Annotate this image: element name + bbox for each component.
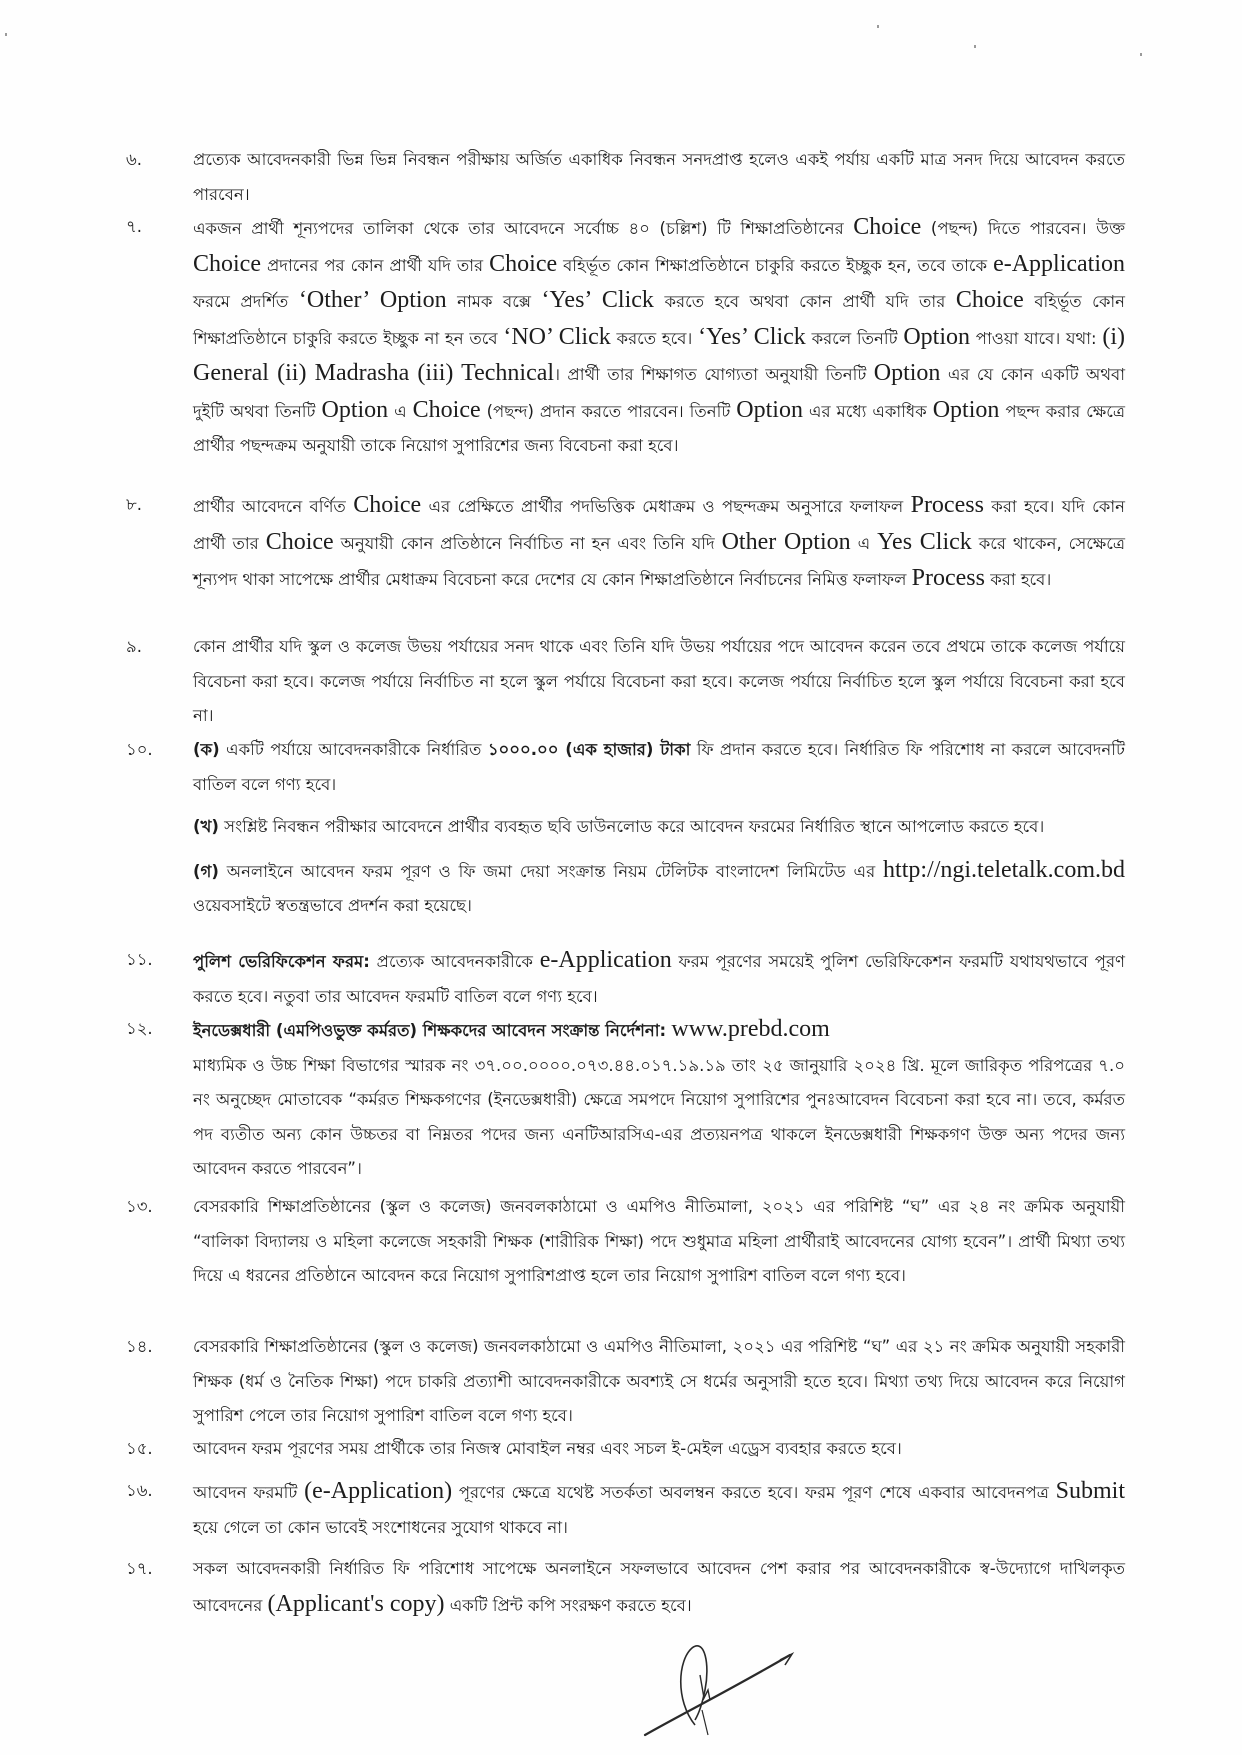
- text-run: ফরম পূরণের সময়েই পুলিশ ভেরিফিকেশন ফরমটি যথাযথভাবে পূরণ করতে হবে। নতুবা তার আবেদন ফরমটি বাতিল বলে গণ্য হবে।: [193, 952, 1126, 1006]
- english-term: (Applicant's copy): [267, 1590, 445, 1617]
- text-run: একটি প্রিন্ট কপি সংরক্ষণ করতে হবে।: [444, 1595, 692, 1615]
- text-run: প্রদানের পর কোন প্রার্থী যদি তার: [260, 255, 490, 275]
- text-run: একটি পর্যায়ে আবেদনকারীকে নির্ধারিত: [219, 740, 488, 759]
- item-heading: ইনডেক্সধারী (এমপিওভুক্ত কর্মরত) শিক্ষকদের আবেদন সংক্রান্ত নির্দেশনা:: [193, 1021, 667, 1040]
- sub-item-label: (খ): [193, 817, 219, 836]
- english-term: e-Application: [539, 947, 672, 973]
- english-term: Option: [903, 323, 971, 350]
- item-text: [193, 1552, 1125, 1623]
- item-text: মাধ্যমিক ও উচ্চ শিক্ষা বিভাগের স্মারক নং ৩৭.০০.০০০০.০৭৩.৪৪.০১৭.১৯.১৯ তাং ২৫ জানুয়ারি ২০২৪ খ্রি. মূলে জারিকৃত পরিপত্রের ৭.০ নং অনুচ্ছেদ মোতাবেক “কর্মরত শিক্ষকগণের (ইনডেক্সধারী) ক্ষেত্রে সমপদে নিয়োগ সুপারিশের পুনঃআবেদন বিবেচনা করা হবে না। তবে, কর্মরত পদ ব্যতীত অন্য কোন উচ্চতর বা নিম্নতর পদের জন্য এনটিআরসিএ-এর প্রত্যয়নপত্র থাকলে ইনডেক্সধারী শিক্ষকগণ উক্ত অন্য পদের জন্য আবেদন করতে পারবেন”।: [193, 1055, 1125, 1178]
- text-run: পাওয়া যাবে। যথা:: [970, 328, 1103, 348]
- text-run: এর যে কোন একটি অথবা দুইটি অথবা তিনটি: [193, 365, 1125, 421]
- item-number: ১২.: [126, 1019, 153, 1038]
- english-term: Option: [873, 360, 941, 386]
- item-text: প্রত্যেক আবেদনকারী ভিন্ন ভিন্ন নিবন্ধন পরীক্ষায় অর্জিত একাধিক নিবন্ধন সনদপ্রাপ্ত হলেও একই পর্যায় একটি মাত্র সনদ দিয়ে আবেদন করতে পারবেন।: [193, 150, 1125, 204]
- english-term: Yes Click: [877, 528, 972, 555]
- text-run: ফরমে প্রদর্শিত: [193, 292, 299, 311]
- english-term: Choice: [489, 250, 558, 277]
- text-run: প্রত্যেক আবেদনকারীকে: [369, 952, 540, 971]
- text-run: অনুযায়ী কোন প্রতিষ্ঠানে নির্বাচিত না হন এবং তিনি যদি: [333, 533, 722, 553]
- english-term: (i) General (ii) Madrasha (iii) Technical: [193, 323, 1125, 386]
- english-term: ‘NO’ Click: [503, 323, 611, 350]
- signature-icon: [620, 1620, 820, 1740]
- item-number: ১৬.: [126, 1481, 153, 1500]
- scan-speck: [5, 33, 7, 36]
- item-text: বেসরকারি শিক্ষাপ্রতিষ্ঠানের (স্কুল ও কলেজ) জনবলকাঠামো ও এমপিও নীতিমালা, ২০২১ এর পরিশিষ্ট “ঘ” এর ২১ নং ক্রমিক অনুযায়ী সহকারী শিক্ষক (ধর্ম ও নৈতিক শিক্ষা) পদে চাকরি প্রত্যাশী আবেদনকারীকে অবশ্যই সে ধর্মের অনুসারী হতে হবে। মিথ্যা তথ্য দিয়ে আবেদন করে নিয়োগ সুপারিশ পেলে তার নিয়োগ সুপারিশ বাতিল বলে গণ্য হবে।: [193, 1337, 1125, 1425]
- text-run: সংশ্লিষ্ট নিবন্ধন পরীক্ষার আবেদনে প্রার্থীর ব্যবহৃত ছবি ডাউনলোড করে আবেদন ফরমের নির্ধারিত স্থানে আপলোড করতে হবে।: [218, 817, 1045, 836]
- item-number: ১১.: [126, 950, 153, 969]
- text-run: । প্রার্থী তার শিক্ষাগত যোগ্যতা অনুযায়ী তিনটি: [554, 365, 874, 384]
- english-term: Choice: [265, 528, 334, 555]
- english-term: ‘Other’ Option: [298, 287, 447, 313]
- item-heading-line: [193, 1012, 1125, 1049]
- text-run: সকল আবেদনকারী নির্ধারিত ফি পরিশোধ সাপেক্ষে অনলাইনে সফলভাবে আবেদন পেশ করার পর আবেদনকারীকে স্ব-উদ্যোগে দাখিলকৃত আবেদনের: [193, 1559, 1125, 1615]
- text-run: একজন প্রার্থী শূন্যপদের তালিকা থেকে তার আবেদনে সর্বোচ্চ ৪০ (চল্লিশ) টি শিক্ষাপ্রতিষ্ঠানের: [193, 219, 854, 238]
- item-number: ৭.: [126, 217, 142, 236]
- text-run: ফি প্রদান করতে হবে। নির্ধারিত ফি পরিশোধ না করলে আবেদনটি বাতিল বলে গণ্য হবে।: [193, 740, 1125, 794]
- english-term: (e-Application): [304, 1478, 453, 1504]
- english-term: Choice: [853, 214, 922, 240]
- item-number: ১৪.: [126, 1337, 153, 1356]
- text-run: প্রার্থীর আবেদনে বর্ণিত: [193, 497, 354, 516]
- teletalk-link[interactable]: http://ngi.teletalk.com.bd: [883, 856, 1125, 883]
- text-run: ওয়েবসাইটে স্বতন্ত্রভাবে প্রদর্শন করা হয়েছে।: [193, 896, 472, 915]
- text-run: করতে হবে অথবা কোন প্রার্থী যদি তার: [653, 292, 956, 311]
- item-number: ৯.: [126, 637, 142, 656]
- item-text: [193, 1474, 1125, 1545]
- prebd-link[interactable]: www.prebd.com: [671, 1016, 830, 1042]
- fee-amount: ১০০০.০০ (এক হাজার) টাকা: [487, 740, 691, 759]
- text-run: এর মধ্যে একাধিক: [802, 401, 933, 421]
- sub-item-ka: [193, 733, 1125, 802]
- item-heading: পুলিশ ভেরিফিকেশন ফরম:: [193, 952, 370, 971]
- item-number: ৮.: [126, 495, 142, 514]
- text-run: অনলাইনে আবেদন ফরম পূরণ ও ফি জমা দেয়া সংক্রান্ত নিয়ম টেলিটক বাংলাদেশ লিমিটেড এর: [218, 861, 884, 881]
- item-text: [193, 488, 1125, 598]
- text-run: (পছন্দ) দিতে পারবেন। উক্ত: [921, 219, 1125, 238]
- english-term: Option: [321, 396, 389, 423]
- item-number: ১০.: [126, 740, 153, 759]
- text-run: করা হবে।: [984, 570, 1052, 589]
- sub-item-ga: [193, 853, 1125, 924]
- text-run: বহির্ভূত কোন শিক্ষাপ্রতিষ্ঠানে চাকুরি করতে ইচ্ছুক না হন তবে: [193, 292, 1126, 348]
- text-run: করে থাকেন, সেক্ষেত্রে শূন্যপদ থাকা সাপেক্ষে প্রার্থীর মেধাক্রম বিবেচনা করে দেশের যে কোন শিক্ষাপ্রতিষ্ঠানে নির্বাচনের নিমিত্ত ফলাফল: [193, 533, 1125, 589]
- item-number: ১৫.: [126, 1439, 153, 1458]
- item-number: ১৩.: [126, 1197, 153, 1216]
- item-text: [193, 943, 1125, 1014]
- item-number: ৬.: [126, 150, 142, 169]
- english-term: Option: [932, 396, 1000, 423]
- scan-speck: [1140, 53, 1142, 56]
- english-term: Submit: [1055, 1478, 1125, 1504]
- text-run: করলে তিনটি: [805, 328, 904, 348]
- english-term: ‘Yes’ Click: [541, 287, 654, 313]
- english-term: Choice: [955, 287, 1024, 313]
- text-run: আবেদন ফরমটি: [193, 1483, 305, 1502]
- english-term: Choice: [353, 492, 422, 518]
- sub-item-label: (ক): [193, 740, 220, 759]
- item-text: আবেদন ফরম পূরণের সময় প্রার্থীকে তার নিজস্ব মোবাইল নম্বর এবং সচল ই-মেইল এড্রেস ব্যবহার করতে হবে।: [193, 1439, 902, 1458]
- text-run: এ: [388, 401, 413, 421]
- text-run: পূরণের ক্ষেত্রে যথেষ্ট সতর্কতা অবলম্বন করতে হবে। ফরম পূরণ শেষে একবার আবেদনপত্র: [452, 1483, 1056, 1502]
- english-term: ‘Yes’ Click: [698, 323, 806, 350]
- scan-speck: [877, 25, 879, 28]
- english-term: Option: [736, 396, 803, 423]
- item-number: ১৭.: [126, 1559, 153, 1578]
- text-run: করতে হবে।: [610, 328, 699, 348]
- scan-speck: [974, 45, 976, 48]
- item-text: বেসরকারি শিক্ষাপ্রতিষ্ঠানের (স্কুল ও কলেজ) জনবলকাঠামো ও এমপিও নীতিমালা, ২০২১ এর পরিশিষ্ট “ঘ” এর ২৪ নং ক্রমিক অনুযায়ী “বালিকা বিদ্যালয় ও মহিলা কলেজে সহকারী শিক্ষক (শারীরিক শিক্ষা) পদে শুধুমাত্র মহিলা প্রার্থীরাই আবেদনের যোগ্য হবেন”। প্রার্থী মিথ্যা তথ্য দিয়ে এ ধরনের প্রতিষ্ঠানে আবেদন করে নিয়োগ সুপারিশপ্রাপ্ত হলে তার নিয়োগ সুপারিশ বাতিল বলে গণ্য হবে।: [193, 1197, 1125, 1285]
- english-term: e-Application: [993, 250, 1126, 277]
- text-run: হয়ে গেলে তা কোন ভাবেই সংশোধনের সুযোগ থাকবে না।: [193, 1517, 568, 1537]
- sub-item-label: (গ): [193, 861, 219, 881]
- english-term: Process: [911, 565, 985, 591]
- text-run: (পছন্দ) প্রদান করতে পারবেন। তিনটি: [480, 401, 737, 421]
- english-term: Choice: [412, 396, 481, 423]
- text-run: বহির্ভূত কোন শিক্ষাপ্রতিষ্ঠানে চাকুরি করতে ইচ্ছুক হন, তবে তাকে: [557, 255, 994, 275]
- text-run: এর প্রেক্ষিতে প্রার্থীর পদভিত্তিক মেধাক্রম ও পছন্দক্রম অনুসারে ফলাফল: [421, 497, 911, 516]
- item-text: [193, 210, 1125, 464]
- sub-item-kha: [193, 810, 1125, 845]
- text-run: এ: [850, 533, 878, 553]
- text-run: করা হবে। যদি কোন প্রার্থী তার: [193, 497, 1125, 553]
- item-text: কোন প্রার্থীর যদি স্কুল ও কলেজ উভয় পর্যায়ের সনদ থাকে এবং তিনি যদি উভয় পর্যায়ের পদে আবেদন করেন তবে প্রথমে তাকে কলেজ পর্যায়ে বিবেচনা করা হবে। কলেজ পর্যায়ে নির্বাচিত না হলে স্কুল পর্যায়ে বিবেচনা করা হবে। কলেজ পর্যায়ে নির্বাচিত হলে স্কুল পর্যায়ে বিবেচনা করা হবে না।: [193, 637, 1125, 725]
- text-run: পছন্দ করার ক্ষেত্রে প্রার্থীর পছন্দক্রম অনুযায়ী তাকে নিয়োগ সুপারিশের জন্য বিবেচনা করা হবে।: [193, 401, 1125, 455]
- english-term: Choice: [193, 250, 261, 277]
- english-term: Process: [910, 492, 984, 518]
- english-term: Other Option: [721, 528, 851, 555]
- text-run: নামক বক্সে: [446, 292, 542, 311]
